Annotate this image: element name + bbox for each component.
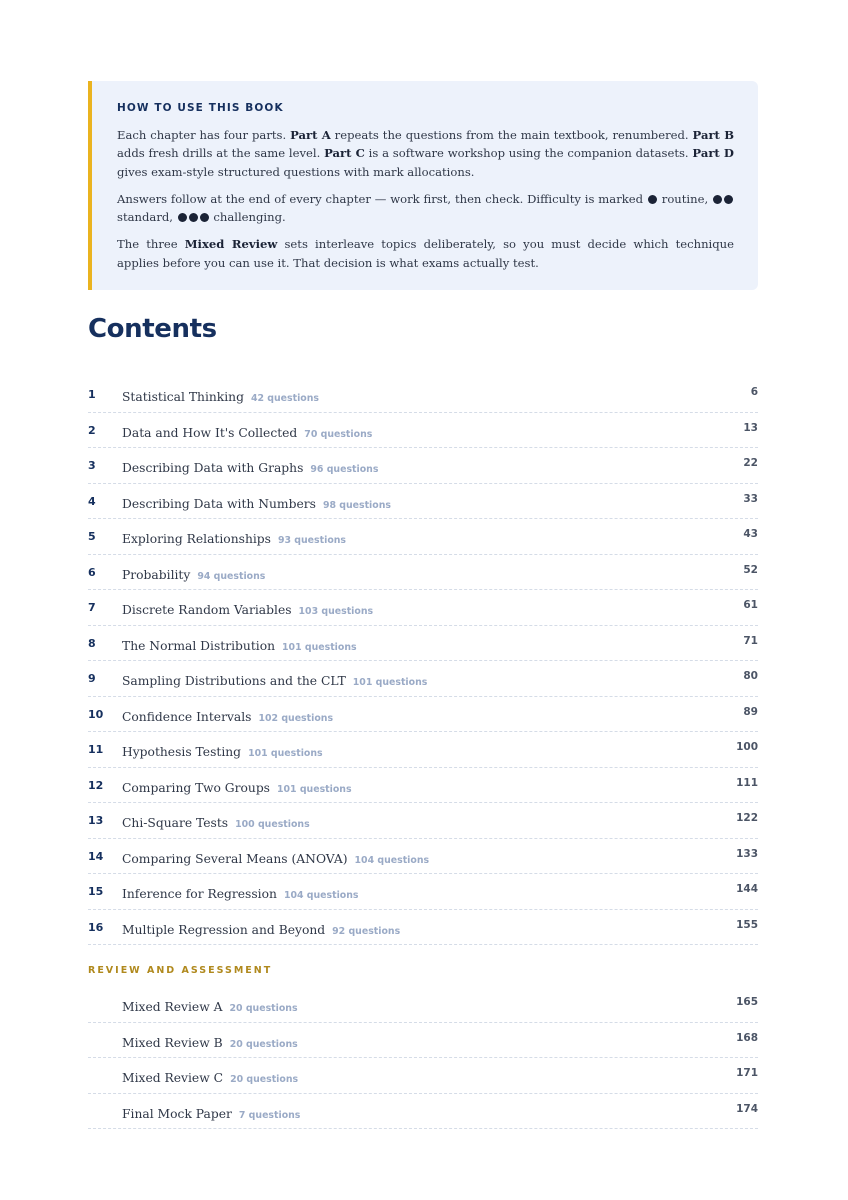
toc-entry[interactable] bbox=[88, 768, 758, 804]
toc-entry[interactable] bbox=[88, 910, 758, 946]
text: adds fresh drills at the same level. bbox=[117, 146, 325, 161]
toc-entry[interactable] bbox=[88, 874, 758, 910]
callout-paragraph-parts bbox=[117, 126, 734, 181]
entry-title: Inference for Regression bbox=[122, 887, 277, 901]
page-number: 6 bbox=[750, 386, 758, 398]
table-of-contents bbox=[88, 377, 758, 1129]
question-count: 93 questions bbox=[277, 535, 347, 546]
toc-entry[interactable] bbox=[88, 1023, 758, 1059]
entry-text bbox=[122, 1103, 300, 1122]
toc-entry[interactable] bbox=[88, 987, 758, 1023]
entry-title: Final Mock Paper bbox=[122, 1106, 232, 1121]
entry-text bbox=[122, 564, 265, 583]
question-count: 96 questions bbox=[310, 464, 379, 475]
entry-title: Hypothesis Testing bbox=[122, 745, 242, 759]
review-section-label: REVIEW AND ASSESSMENT bbox=[88, 965, 273, 976]
question-count: 20 questions bbox=[229, 1038, 298, 1050]
entry-title: Statistical Thinking bbox=[122, 390, 244, 404]
difficulty-dot-icon bbox=[724, 195, 733, 204]
entry-title: Comparing Two Groups bbox=[122, 780, 270, 795]
toc-entry[interactable] bbox=[88, 519, 758, 555]
question-count: 94 questions bbox=[197, 570, 266, 582]
chapter-number: 1 bbox=[88, 388, 96, 401]
chapter-number: 12 bbox=[88, 778, 104, 792]
page-number: 100 bbox=[736, 741, 758, 753]
difficulty-routine-label: routine, bbox=[661, 191, 709, 206]
entry-text bbox=[122, 493, 391, 512]
question-count: 20 questions bbox=[229, 1003, 298, 1014]
toc-entry[interactable] bbox=[88, 839, 758, 875]
page-number: 61 bbox=[743, 599, 758, 611]
toc-entry[interactable] bbox=[88, 555, 758, 591]
page-number: 52 bbox=[743, 563, 758, 576]
entry-text bbox=[122, 741, 323, 760]
review-list bbox=[88, 987, 758, 1129]
page-number: 168 bbox=[736, 1031, 758, 1044]
chapter-number: 7 bbox=[88, 601, 96, 614]
entry-text bbox=[122, 919, 400, 938]
toc-entry[interactable] bbox=[88, 697, 758, 733]
entry-text bbox=[122, 599, 373, 618]
question-count: 92 questions bbox=[332, 925, 401, 937]
entry-text bbox=[122, 996, 298, 1015]
part-b-label: Part B bbox=[692, 128, 734, 142]
toc-entry[interactable] bbox=[88, 626, 758, 662]
chapter-number: 14 bbox=[88, 849, 104, 863]
callout-paragraph-answers bbox=[117, 190, 734, 227]
question-count: 100 questions bbox=[235, 819, 310, 830]
chapter-number: 4 bbox=[88, 494, 96, 508]
toc-entry[interactable] bbox=[88, 1058, 758, 1094]
entry-text bbox=[122, 386, 319, 405]
text: repeats the questions from the main textbook, renumbered. bbox=[330, 128, 693, 142]
chapter-number: 2 bbox=[88, 423, 96, 437]
callout-paragraph-mixed-review bbox=[117, 235, 734, 272]
callout-title: HOW TO USE THIS BOOK bbox=[117, 102, 284, 114]
page-number: 43 bbox=[743, 528, 758, 540]
difficulty-dot-icon bbox=[648, 195, 657, 204]
question-count: 70 questions bbox=[304, 428, 373, 440]
entry-title: Confidence Intervals bbox=[122, 709, 252, 724]
page-number: 71 bbox=[743, 634, 758, 647]
difficulty-challenging-label: challenging. bbox=[213, 210, 286, 225]
chapter-number: 16 bbox=[88, 920, 104, 934]
page-number: 133 bbox=[736, 847, 758, 860]
question-count: 98 questions bbox=[322, 499, 391, 511]
chapter-number: 15 bbox=[88, 885, 104, 898]
entry-title: Exploring Relationships bbox=[122, 532, 271, 546]
chapter-number: 11 bbox=[88, 743, 104, 756]
entry-text bbox=[122, 706, 333, 725]
text: The three bbox=[117, 237, 185, 252]
chapter-number: 6 bbox=[88, 565, 96, 579]
chapter-number: 8 bbox=[88, 636, 96, 650]
question-count: 7 questions bbox=[238, 1109, 301, 1121]
question-count: 101 questions bbox=[248, 748, 323, 759]
entry-text bbox=[122, 883, 358, 902]
difficulty-dot-icon bbox=[189, 213, 198, 222]
difficulty-dot-icon bbox=[200, 213, 209, 222]
entry-text bbox=[122, 777, 352, 796]
difficulty-standard-label: standard, bbox=[117, 210, 173, 225]
entry-title: Mixed Review A bbox=[122, 1000, 223, 1014]
text: Answers follow at the end of every chapter — work first, then check. Difficulty is marked bbox=[117, 191, 644, 206]
question-count: 101 questions bbox=[277, 783, 352, 795]
toc-entry[interactable] bbox=[88, 377, 758, 413]
text: gives exam-style structured questions with mark allocations. bbox=[117, 164, 475, 179]
question-count: 20 questions bbox=[230, 1074, 299, 1085]
entry-text bbox=[122, 635, 357, 654]
toc-entry[interactable] bbox=[88, 732, 758, 768]
toc-entry[interactable] bbox=[88, 803, 758, 839]
toc-entry[interactable] bbox=[88, 661, 758, 697]
toc-entry[interactable] bbox=[88, 484, 758, 520]
part-d-label: Part D bbox=[692, 146, 734, 161]
entry-title: Multiple Regression and Beyond bbox=[122, 922, 326, 937]
question-count: 101 questions bbox=[282, 641, 357, 653]
toc-entry[interactable] bbox=[88, 448, 758, 484]
entry-title: Comparing Several Means (ANOVA) bbox=[122, 851, 348, 866]
chapter-number: 9 bbox=[88, 672, 96, 685]
entry-text bbox=[122, 457, 378, 476]
question-count: 102 questions bbox=[258, 712, 334, 724]
entry-title: Describing Data with Numbers bbox=[122, 496, 316, 511]
entry-title: Mixed Review C bbox=[122, 1071, 224, 1085]
page-number: 22 bbox=[743, 457, 758, 469]
page-number: 80 bbox=[743, 670, 758, 682]
text: is a software workshop using the companion datasets. bbox=[364, 146, 693, 161]
difficulty-dot-icon bbox=[713, 195, 722, 204]
page-number: 165 bbox=[736, 996, 758, 1008]
question-count: 101 questions bbox=[352, 677, 428, 688]
page-number: 171 bbox=[736, 1067, 758, 1079]
entry-title: Chi-Square Tests bbox=[122, 816, 229, 830]
page-number: 13 bbox=[743, 421, 758, 434]
chapter-number: 5 bbox=[88, 530, 96, 543]
question-count: 103 questions bbox=[298, 606, 374, 617]
difficulty-dot-icon bbox=[178, 213, 187, 222]
page-number: 174 bbox=[736, 1102, 758, 1115]
text: Each chapter has four parts. bbox=[117, 128, 291, 142]
entry-title: The Normal Distribution bbox=[122, 638, 276, 653]
chapter-number: 13 bbox=[88, 814, 104, 827]
toc-entry[interactable] bbox=[88, 413, 758, 449]
question-count: 42 questions bbox=[250, 393, 319, 404]
contents-title: Contents bbox=[88, 314, 217, 344]
entry-title: Mixed Review B bbox=[122, 1035, 223, 1050]
entry-text bbox=[122, 1067, 298, 1086]
mixed-review-label: Mixed Review bbox=[184, 237, 278, 252]
entry-title: Describing Data with Graphs bbox=[122, 461, 304, 475]
page-number: 122 bbox=[736, 812, 758, 824]
part-c-label: Part C bbox=[324, 146, 365, 161]
chapter-number: 10 bbox=[88, 707, 104, 721]
toc-entry[interactable] bbox=[88, 1094, 758, 1130]
question-count: 104 questions bbox=[354, 854, 430, 866]
chapter-list bbox=[88, 377, 758, 945]
entry-title: Sampling Distributions and the CLT bbox=[122, 674, 346, 688]
page-number: 111 bbox=[736, 776, 758, 789]
entry-title: Data and How It's Collected bbox=[122, 425, 298, 440]
page-number: 144 bbox=[736, 883, 758, 895]
page-number: 89 bbox=[743, 705, 758, 718]
entry-text bbox=[122, 422, 372, 441]
entry-text bbox=[122, 670, 427, 689]
question-count: 104 questions bbox=[283, 890, 359, 901]
entry-text bbox=[122, 812, 310, 831]
page-number: 155 bbox=[736, 918, 758, 931]
chapter-number: 3 bbox=[88, 459, 96, 472]
entry-title: Discrete Random Variables bbox=[122, 603, 292, 617]
entry-text bbox=[122, 1032, 298, 1051]
text: sets interleave topics deliberately, so you must decide which technique applies before you can use it. That decision is what exams actually test. bbox=[117, 237, 734, 270]
toc-entry[interactable] bbox=[88, 590, 758, 626]
entry-title: Probability bbox=[122, 567, 191, 582]
how-to-use-callout bbox=[88, 81, 758, 290]
page-number: 33 bbox=[743, 492, 758, 505]
part-a-label: Part A bbox=[290, 128, 331, 142]
entry-text bbox=[122, 528, 346, 547]
entry-text bbox=[122, 848, 429, 867]
